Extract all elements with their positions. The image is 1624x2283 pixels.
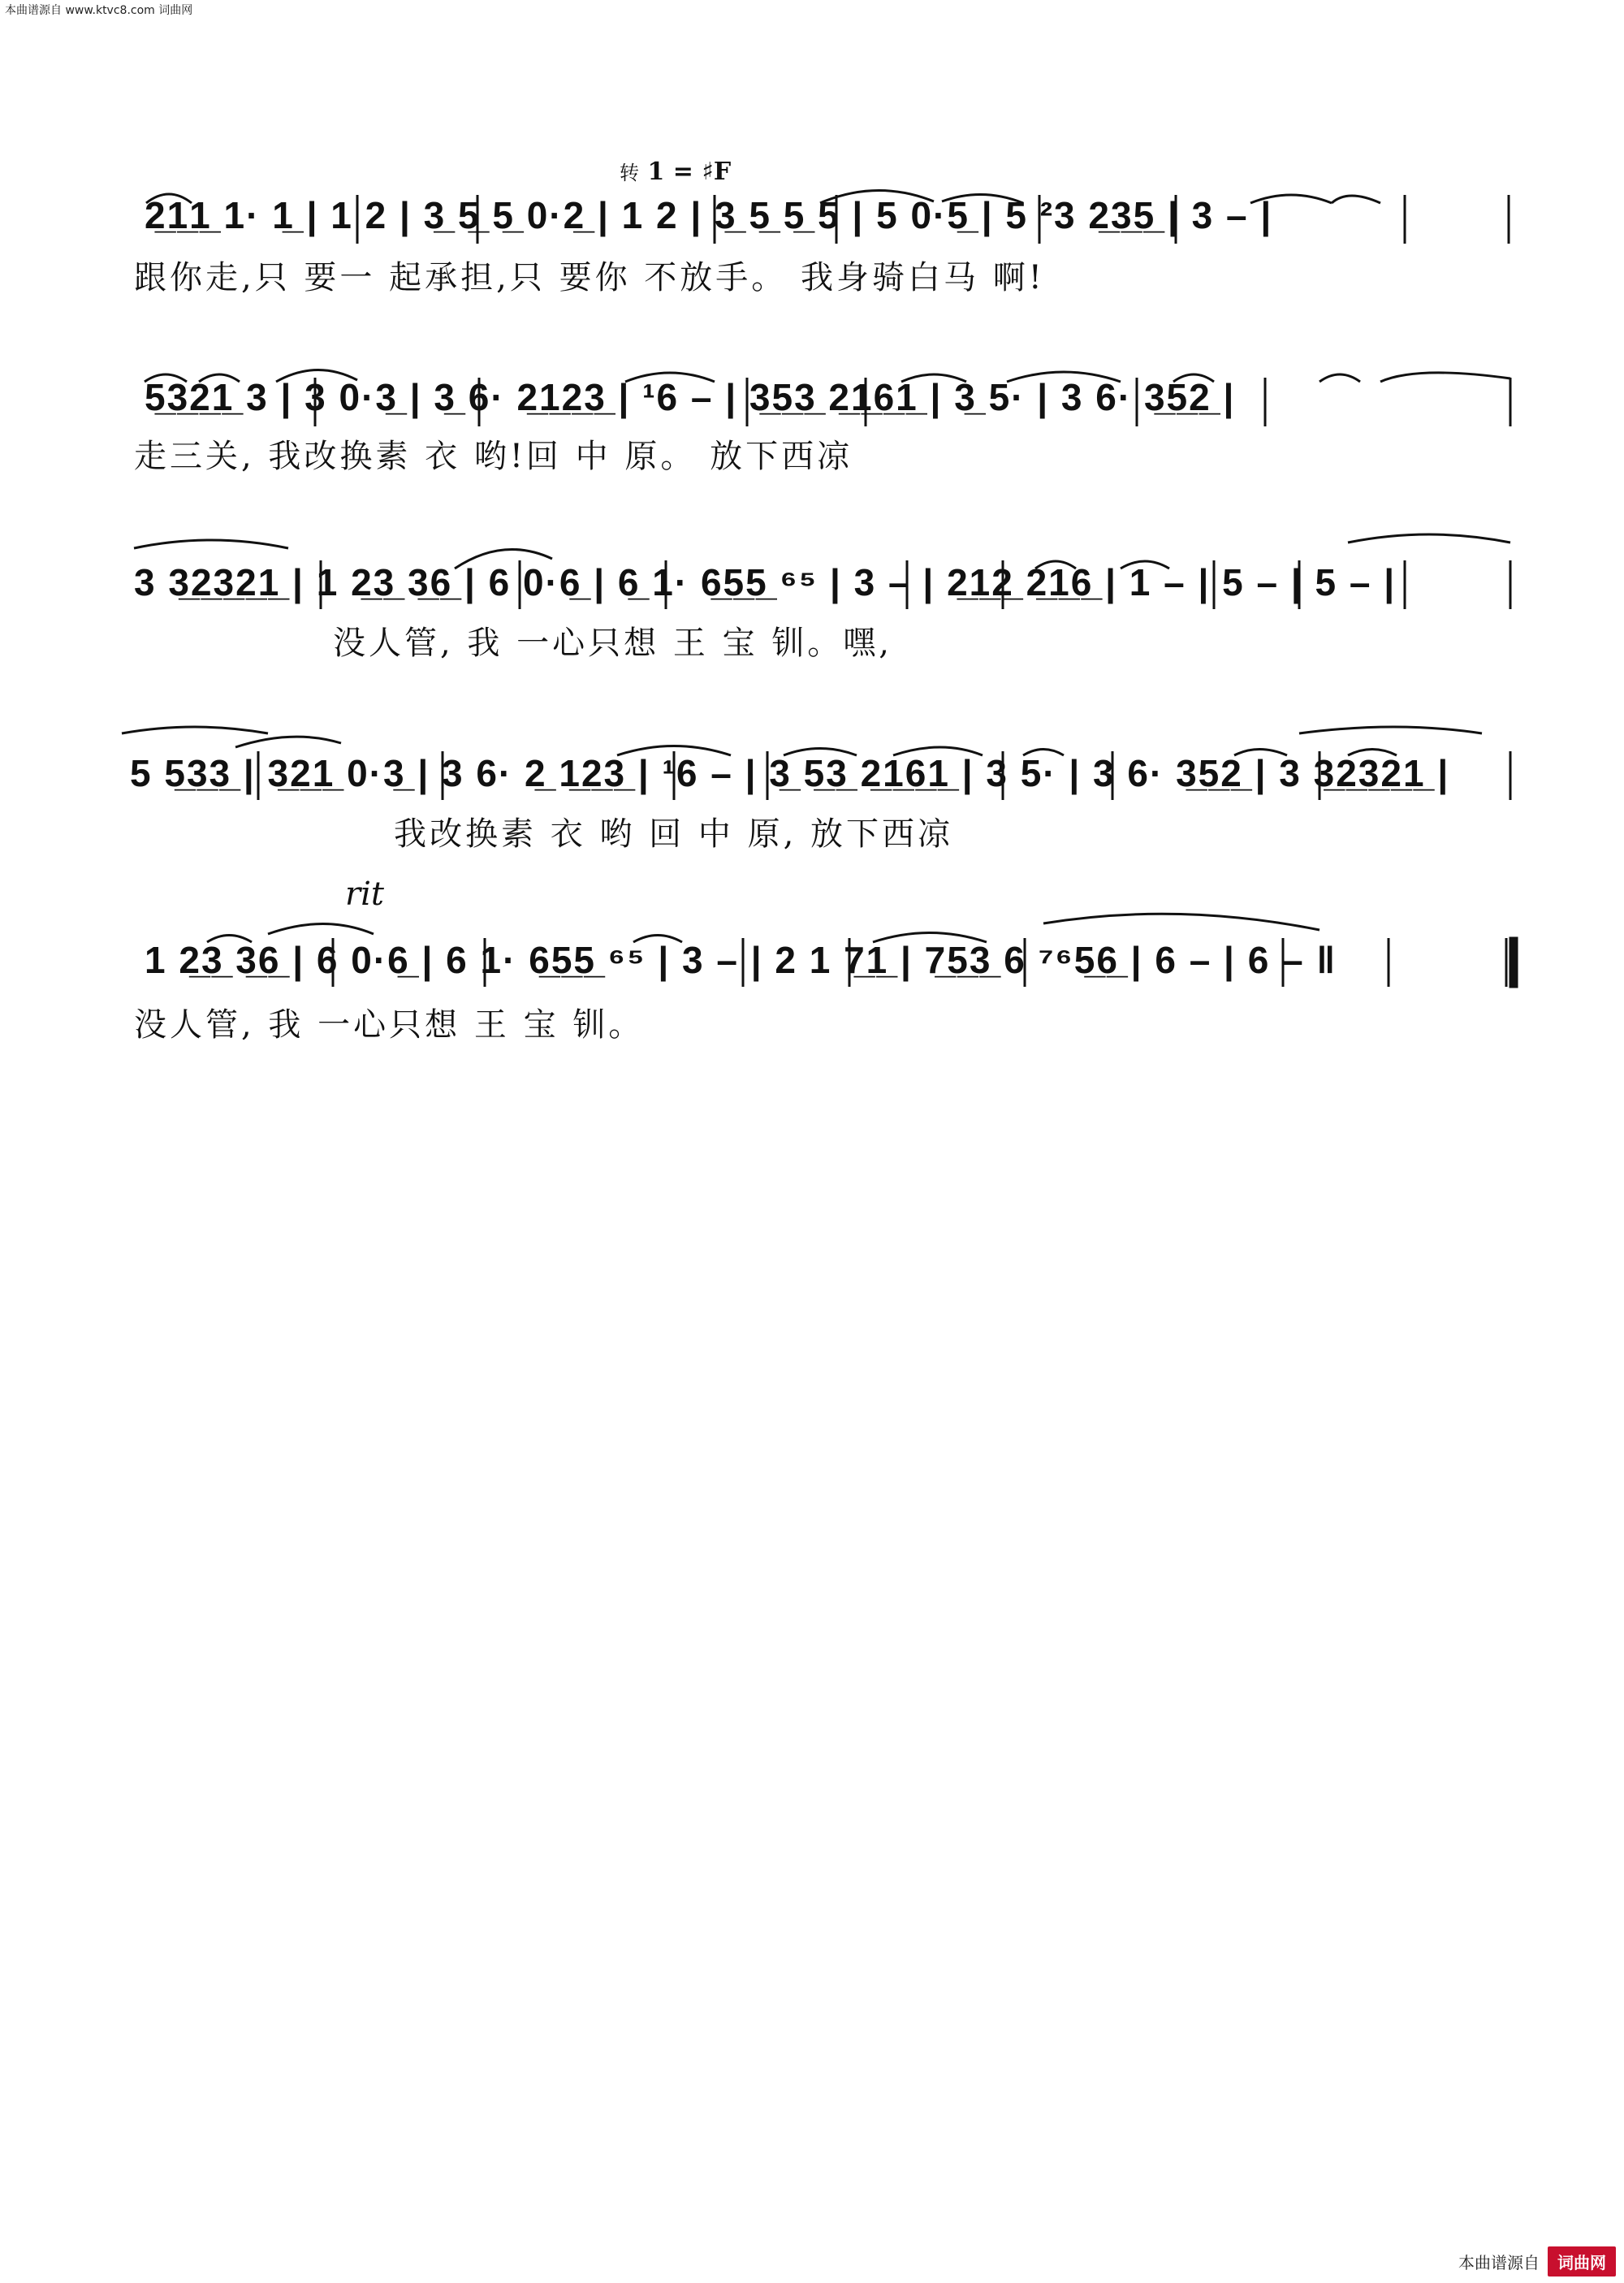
key-change-marking (620, 157, 731, 186)
source-footer (1458, 2246, 1616, 2277)
site-logo[interactable]: 词曲网 (1548, 2246, 1616, 2277)
key-change-value: 1 = ♯F (647, 158, 732, 186)
ritardando-marking: rit (345, 876, 384, 913)
lyrics-line-3: 没人管, 我 一心只想 王 宝 钏。嘿, (333, 625, 893, 662)
notation-line-3: 3 3̲2̲3̲2̲1̲ | 1 2̲3̲ 3̲6̲ | 6 0·6̲ | 6̲ 1· 6̲5̲5̲ ⁶⁵ | 3 – | 2̲1̲2̲ 2̲1̲6̲ | 1 – | 5 – | 5 – | (134, 561, 1397, 603)
lyrics-line-1: 跟你走,只 要一 起承担,只 要你 不放手。 我身骑白马 啊! (134, 259, 1045, 296)
notation-line-4: 5 5̲3̲3̲ | 3̲2̲1̲ 0·3̲ | 3 6· 2̲ 1̲2̲3̲ | ¹6 – | 3̲ 5̲3̲ 2̲1̲6̲1̲ | 3 5· | 3 6· 3̲5̲2̲ | 3 3̲2̲3̲2̲1̲ | (130, 752, 1450, 794)
lyrics-line-2: 走三关, 我改换素 衣 哟!回 中 原。 放下西凉 (134, 438, 853, 475)
lyrics-line-4: 我改换素 衣 哟 回 中 原, 放下西凉 (394, 815, 954, 853)
source-header: 本曲谱源自 www.ktvc8.com 词曲网 (5, 4, 193, 17)
footer-text: 本曲谱源自 (1458, 2253, 1540, 2272)
key-change-label: 转 (620, 162, 639, 184)
lyrics-line-5: 没人管, 我 一心只想 王 宝 钏。 (134, 1006, 645, 1044)
notation-line-2: 5̲3̲2̲1̲ 3 | 3 0·3̲ | 3̲ 6· 2̲1̲2̲3̲ | ¹6 – | 3̲5̲3̲ 2̲1̲6̲1̲ | 3̲ 5· | 3 6· 3̲5̲2̲ | (145, 376, 1236, 418)
notation-line-5: 1 2̲3̲ 3̲6̲ | 6 0·6̲ | 6 1· 6̲5̲5̲ ⁶⁵ | 3 – | 2 1 7̲1̲ | 7̲5̲3̲ 6 ⁷⁶5̲6̲ | 6 – | 6 – ‖ (145, 939, 1337, 981)
notation-line-1: 2̲1̲1̲ 1· 1̲ | 1 2 | 3̲ 5̲ 5̲ 0·2̲ | 1 2 | 3̲ 5̲ 5̲ 5 | 5 0·5̲ | 5 ²3 2̲3̲5̲ | 3 – | (145, 194, 1273, 236)
